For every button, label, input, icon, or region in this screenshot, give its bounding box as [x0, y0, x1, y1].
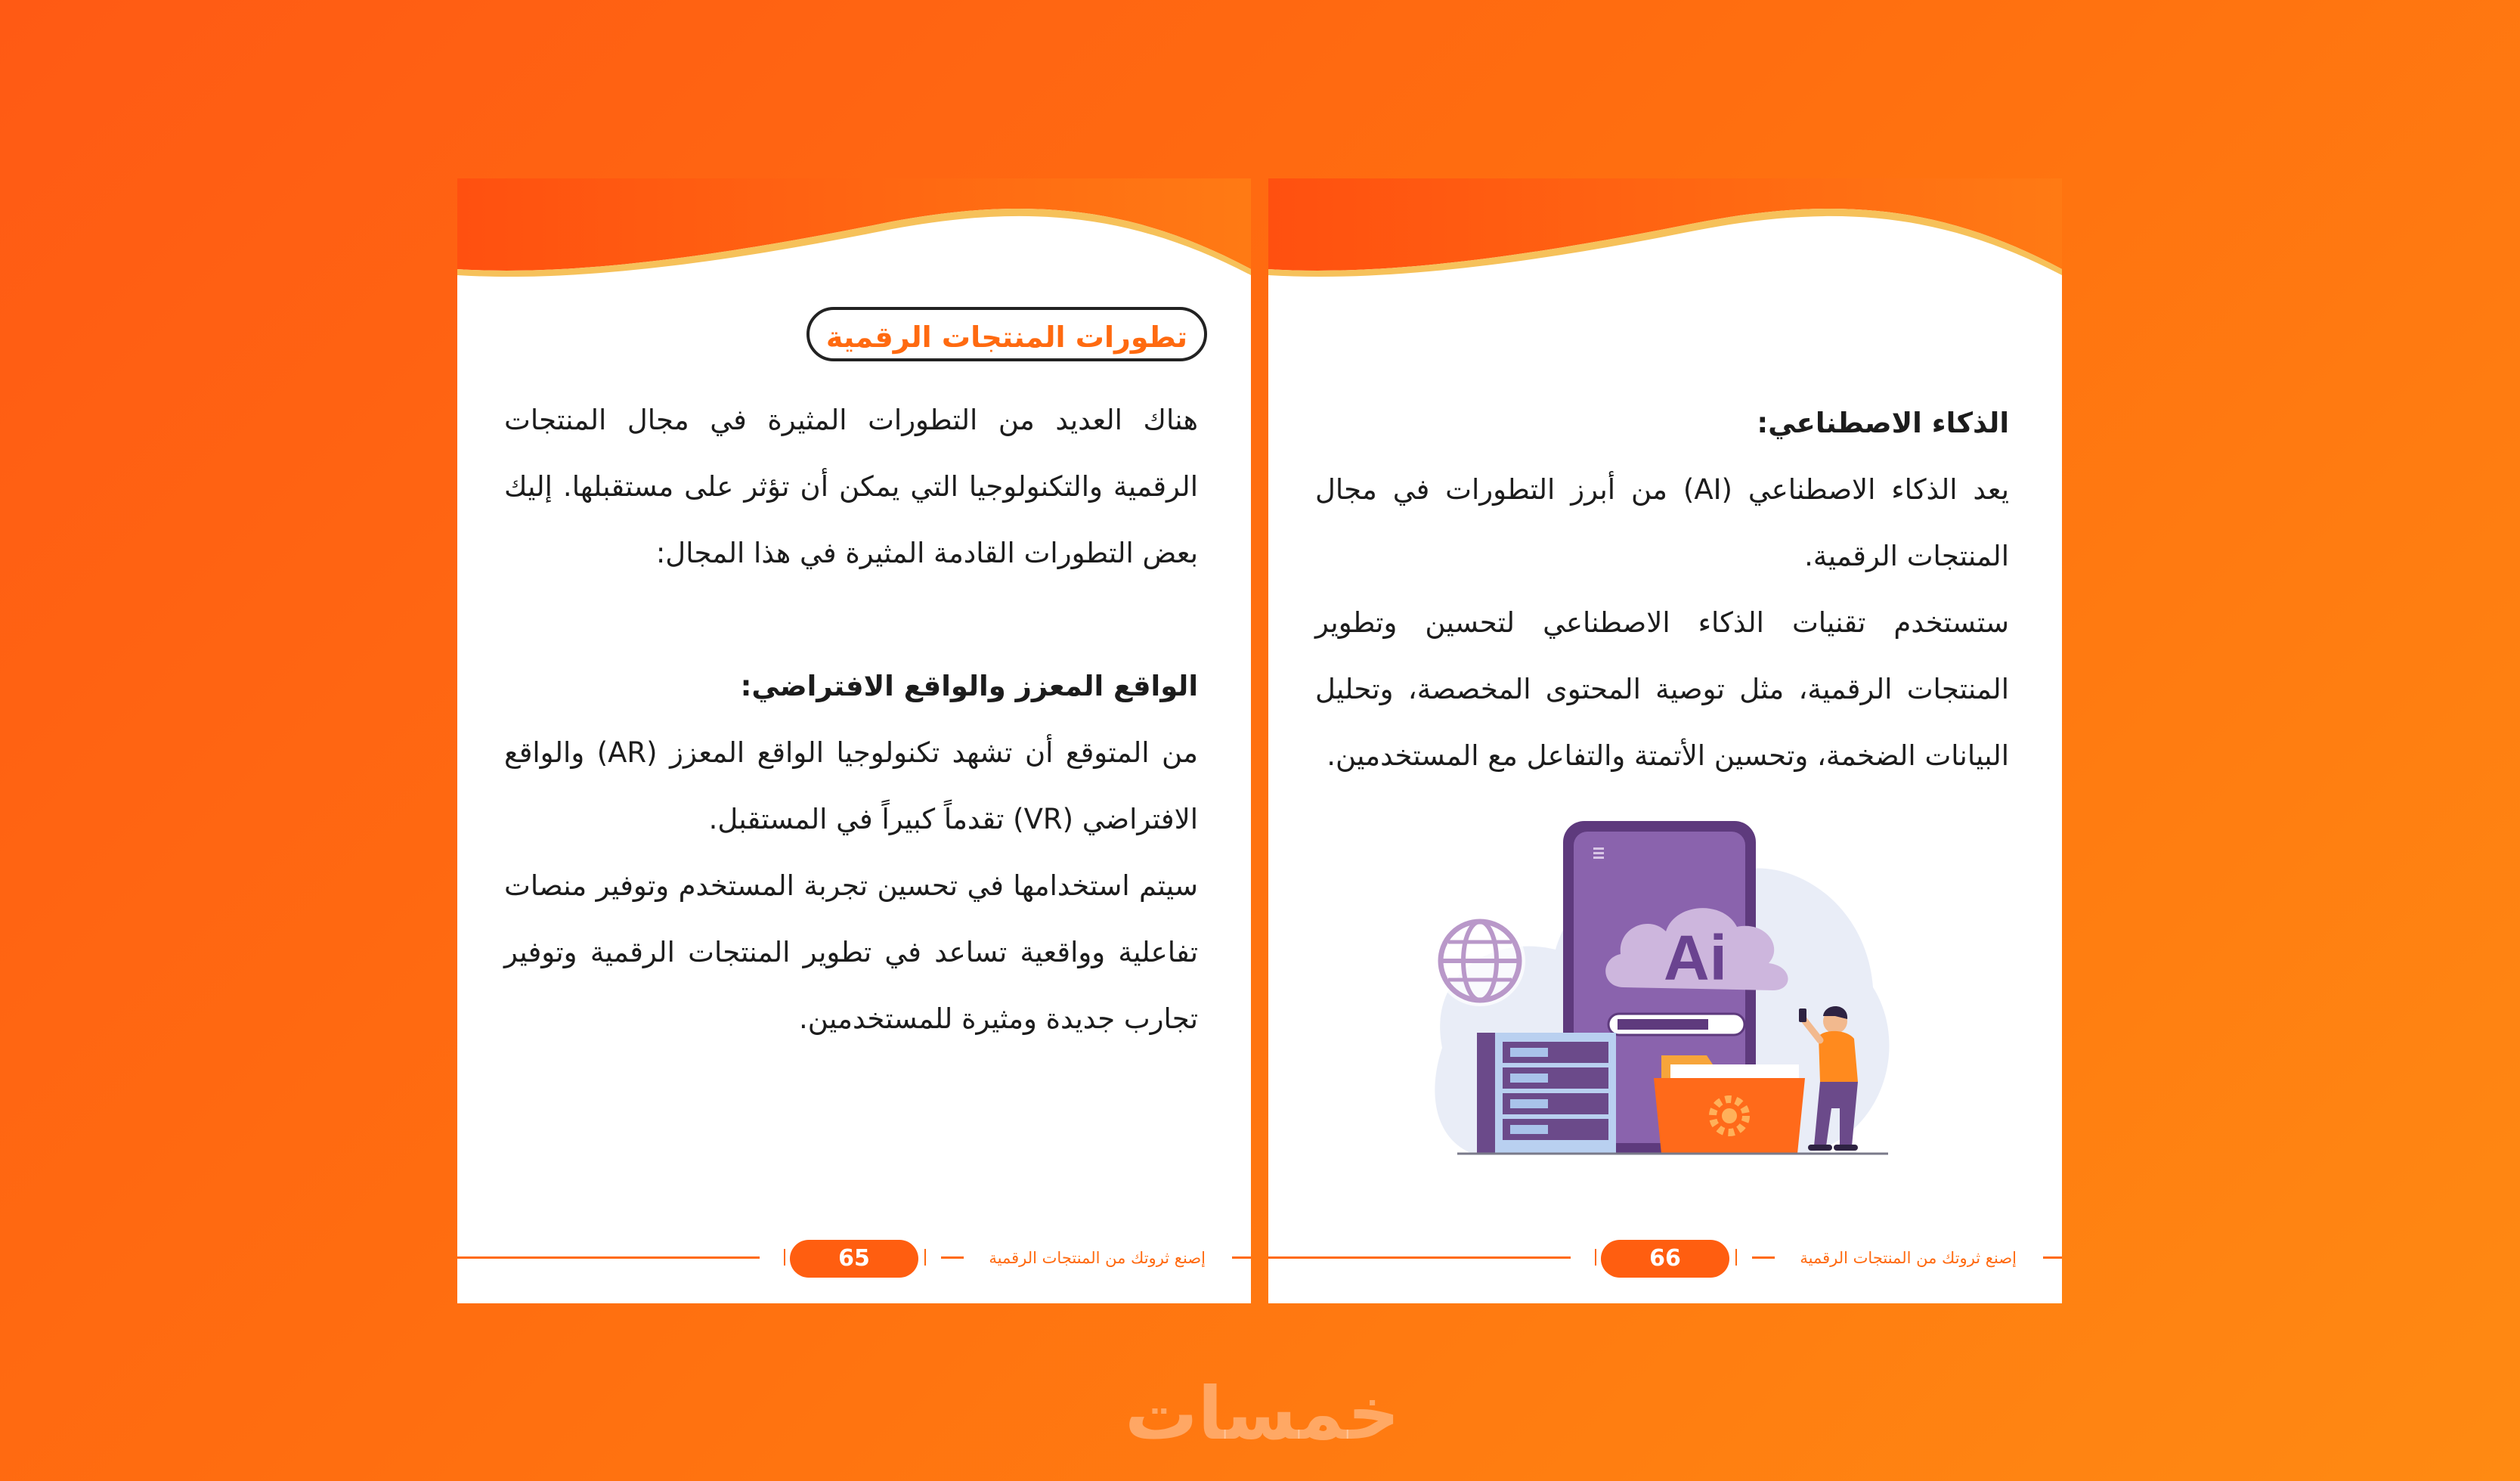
ai-illustration — [1412, 821, 1911, 1214]
header-wave — [457, 178, 1251, 284]
footer-rule-left — [457, 1256, 760, 1259]
footer-rule-right — [2043, 1256, 2062, 1259]
ar-vr-paragraph-2: سيتم استخدامها في تحسين تجربة المستخدم وتوفير منصات تفاعلية وواقعية تساعد في تطوير المنتجات الرقمية وتوفير تجارب جديدة ومثيرة للمستخدمين. — [504, 869, 1198, 1035]
ai-paragraph-2: ستستخدم تقنيات الذكاء الاصطناعي لتحسين وتطوير المنتجات الرقمية، مثل توصية المحتوى المخصصة، وتحليل البيانات الضخمة، وتحسين الأتمتة والتفاعل مع المستخدمين. — [1315, 606, 2009, 772]
spacer — [504, 587, 1198, 653]
server-rack-icon — [1477, 1033, 1616, 1154]
left-page-body — [504, 387, 1198, 1052]
book-page-66 — [1268, 178, 2062, 1303]
ar-vr-paragraph-1: من المتوقع أن تشهد تكنولوجيا الواقع المعزز (AR) والواقع الافتراضي (VR) تقدماً كبيراً في المستقبل. — [504, 736, 1198, 835]
footer-tick — [1735, 1249, 1737, 1266]
page-number-badge: 66 — [1601, 1240, 1729, 1278]
footer-book-title: إصنع ثروتك من المنتجات الرقمية — [1800, 1249, 2017, 1267]
right-page-body — [1315, 390, 2009, 789]
ai-paragraph-1: يعد الذكاء الاصطناعي (AI) من أبرز التطورات في مجال المنتجات الرقمية. — [1315, 473, 2009, 572]
header-wave — [1268, 178, 2062, 284]
footer-tick — [1595, 1249, 1596, 1266]
footer-tick — [784, 1249, 785, 1266]
footer-rule-right — [1232, 1256, 1251, 1259]
footer-rule-mid — [1752, 1256, 1775, 1259]
intro-paragraph: هناك العديد من التطورات المثيرة في مجال المنتجات الرقمية والتكنولوجيا التي يمكن أن تؤثر على مستقبلها. إليك بعض التطورات القادمة المثيرة في هذا المجال: — [504, 404, 1198, 569]
footer-book-title: إصنع ثروتك من المنتجات الرقمية — [989, 1249, 1206, 1267]
page-number-badge: 65 — [790, 1240, 918, 1278]
cloud-ai-label: Ai — [1664, 922, 1727, 993]
folder-gear-icon — [1654, 1055, 1805, 1154]
khamsat-watermark: خمسات — [1125, 1371, 1400, 1456]
footer-rule-left — [1268, 1256, 1571, 1259]
footer-rule-mid — [941, 1256, 964, 1259]
chapter-title: تطورات المنتجات الرقمية — [806, 307, 1207, 361]
section-heading-ai: الذكاء الاصطناعي: — [1757, 407, 2009, 439]
section-heading-ar-vr: الواقع المعزز والواقع الافتراضي: — [740, 670, 1198, 702]
footer-tick — [924, 1249, 926, 1266]
book-page-65 — [457, 178, 1251, 1303]
globe-icon — [1435, 916, 1525, 1006]
